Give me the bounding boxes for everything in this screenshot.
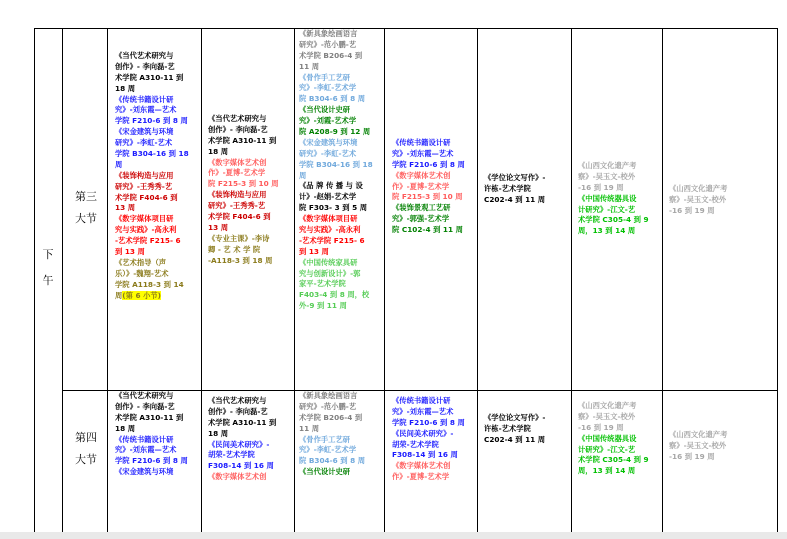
course-line: 院 F215-3 到 10 周 <box>392 192 463 202</box>
course-line: -16 到 19 周 <box>669 451 715 461</box>
course-entry <box>484 413 568 446</box>
course-entry <box>208 158 292 191</box>
course-line: 察》-吴玉文-校外 <box>578 171 636 181</box>
course-entry <box>208 190 292 234</box>
course-line: 《数字媒体项目研 <box>115 214 174 224</box>
course-cell <box>484 173 568 233</box>
course-cell <box>578 161 662 281</box>
course-entry <box>669 184 776 217</box>
course-line: 究》-李虹-艺术学 <box>299 83 357 93</box>
course-line: 《中国传统器具设 <box>578 193 637 203</box>
course-line: 术学院 B206-4 到 <box>299 412 363 422</box>
course-line: F403-4 到 8 周，校 <box>299 290 370 300</box>
session-label-line: 第四 <box>75 431 97 444</box>
course-entry <box>392 396 476 429</box>
course-line: 《艺术指导（声 <box>115 257 167 267</box>
course-line: 创作》- 李向磊-艺 <box>115 61 175 71</box>
course-entry <box>299 29 383 73</box>
course-entry <box>299 181 383 214</box>
course-line: F308-14 到 16 周 <box>392 450 458 460</box>
course-line: 《山西文化遗产考 <box>578 401 637 410</box>
table-right-border <box>777 28 778 532</box>
course-line: 许栋-艺术学院 <box>484 423 531 433</box>
course-line: 周，13 到 14 周 <box>578 466 636 476</box>
course-line: 《当代艺术研究与 <box>115 51 174 60</box>
col-divider-4 <box>294 28 295 532</box>
course-line: 术学院 C305-4 到 9 <box>578 215 649 225</box>
course-line: 11 周 <box>299 61 319 71</box>
course-cell <box>208 396 292 532</box>
session-label-line: 大节 <box>75 212 97 225</box>
col-divider-6 <box>477 28 478 532</box>
course-line: 究》-刘霞-艺术学 <box>299 116 357 126</box>
course-cell <box>669 430 776 490</box>
course-line: 究》-李虹-艺术学 <box>299 445 357 455</box>
course-line: 术学院 A310-11 到 <box>115 72 184 82</box>
course-line: 作》-夏博-艺术学 <box>392 181 450 191</box>
course-line: 《专业主课》-李诗 <box>208 233 270 243</box>
course-line: 《宋金建筑与环境 <box>115 467 174 477</box>
course-line: 13 周 <box>115 203 135 213</box>
afternoon-label <box>38 242 58 294</box>
course-line: 究》-刘东霞—艺术 <box>115 105 177 115</box>
col-divider-2 <box>107 28 108 532</box>
course-entry <box>115 391 199 435</box>
course-entry <box>115 127 199 171</box>
course-line: 家平-艺术学院 <box>299 279 346 289</box>
course-line: 周 <box>299 170 307 180</box>
course-line: 《品 牌 传 播 与 设 <box>299 181 363 191</box>
course-cell <box>392 138 476 388</box>
course-line: 学院 F210-6 到 8 周 <box>392 417 465 427</box>
course-line: 《当代艺术研究与 <box>115 391 174 400</box>
highlight-note: (第 6 小节) <box>122 290 162 300</box>
course-line: 究》-郭强-艺术学 <box>392 214 450 224</box>
course-entry <box>669 430 776 463</box>
afternoon-char: 下 <box>42 248 54 261</box>
course-line: 术学院 A310-11 到 <box>208 135 277 145</box>
course-line: 《当代艺术研究与 <box>208 114 267 123</box>
course-line: 《山西文化遗产考 <box>669 184 728 193</box>
course-line: 学院 F210-6 到 8 周 <box>115 456 188 466</box>
course-line: 术学院 F404-6 到 <box>115 192 178 202</box>
course-line: C202-4 到 11 周 <box>484 194 546 204</box>
course-entry <box>299 435 383 468</box>
course-line: 《传统书籍设计研 <box>115 94 174 104</box>
course-line: 研究》-李虹-艺术 <box>299 148 357 158</box>
course-line: -艺术学院 F215- 6 <box>299 235 365 245</box>
course-line: 《学位论文写作》- <box>484 413 546 422</box>
course-line: 究》-刘东霞—艺术 <box>392 406 454 416</box>
course-entry <box>115 258 199 302</box>
course-line: 院 C102-4 到 11 周 <box>392 225 463 235</box>
course-line: 作》-夏博-艺术学 <box>392 472 450 482</box>
course-entry <box>578 434 662 478</box>
bottom-gray-strip <box>0 532 787 539</box>
course-entry <box>115 51 199 95</box>
course-cell <box>208 114 292 386</box>
course-line: -16 到 19 周 <box>578 422 624 432</box>
course-line: 《传统书籍设计研 <box>392 138 451 147</box>
course-line: 胡荣-艺术学院 <box>208 450 255 460</box>
course-line: 到 13 周 <box>115 247 145 257</box>
course-line: 《当代设计史研 <box>299 467 351 477</box>
course-line: 18 周 <box>208 428 228 438</box>
course-cell <box>484 413 568 473</box>
course-entry <box>115 214 199 258</box>
course-line: 《当代设计史研 <box>299 105 351 115</box>
course-line: 察》-吴玉文-校外 <box>669 440 727 450</box>
course-line: -16 到 19 周 <box>578 182 624 192</box>
course-line: 创作》- 李向磊-艺 <box>115 401 175 411</box>
course-line: 《新具象绘画语言 <box>299 391 358 400</box>
course-cell <box>299 391 383 532</box>
session-label-3 <box>66 186 106 230</box>
course-entry <box>115 435 199 468</box>
course-line: 院 F215-3 到 10 周 <box>208 179 279 189</box>
course-line: 院 B304-6 到 8 周 <box>299 456 366 466</box>
course-line: 《数字媒体艺术创 <box>208 472 267 482</box>
col-divider-8 <box>662 28 663 532</box>
course-line: 18 周 <box>115 423 135 433</box>
course-cell <box>115 51 199 387</box>
course-line: 18 周 <box>115 83 135 93</box>
course-line: 《传统书籍设计研 <box>392 396 451 405</box>
course-line: 《学位论文写作》- <box>484 173 546 182</box>
course-cell <box>299 29 383 389</box>
course-line: 11 周 <box>299 423 319 433</box>
course-line: 胡荣-艺术学院 <box>392 439 439 449</box>
course-cell <box>578 401 662 521</box>
course-line: 院 B304-6 到 8 周 <box>299 94 366 104</box>
course-line: -艺术学院 F215- 6 <box>115 236 181 246</box>
course-line: 《传统书籍设计研 <box>115 434 174 444</box>
course-line: 究与实践》-高永利 <box>299 225 361 235</box>
course-line: 乐）》-魏翔-艺术 <box>115 268 169 278</box>
course-entry <box>208 234 292 267</box>
course-line: 院 A208-9 到 12 周 <box>299 127 371 137</box>
course-line: 《中国传统器具设 <box>578 433 637 443</box>
course-entry <box>115 171 199 215</box>
course-line: -16 到 19 周 <box>669 205 715 215</box>
course-entry <box>392 429 476 462</box>
course-entry <box>299 105 383 138</box>
course-entry <box>392 203 476 236</box>
session-label-line: 第三 <box>75 190 97 203</box>
course-line: 《宋金建筑与环境 <box>299 137 358 147</box>
course-line: 研究》-李虹-艺术 <box>115 138 173 148</box>
course-line: 计》-赵娟-艺术学 <box>299 192 357 202</box>
course-line: 学院 F210-6 到 8 周 <box>392 159 465 169</box>
course-line: 学院 A118-3 到 14 <box>115 279 184 289</box>
course-line: 《新具象绘画语言 <box>299 29 358 38</box>
course-entry <box>578 161 662 194</box>
course-line: 创作》- 李向磊-艺 <box>208 406 268 416</box>
course-line: 卿 - 艺 术 学 院 <box>208 244 261 254</box>
course-line: F308-14 到 16 周 <box>208 461 274 471</box>
course-line: 究与创新设计》-郭 <box>299 268 361 278</box>
col-divider-3 <box>201 28 202 532</box>
course-line: 《山西文化遗产考 <box>669 430 728 439</box>
course-entry <box>299 258 383 312</box>
course-line: 究》-刘东霞—艺术 <box>392 148 454 158</box>
col-divider-7 <box>571 28 572 532</box>
course-line: 《骨作手工艺研 <box>299 72 351 82</box>
course-cell <box>392 396 476 532</box>
course-line: 《装饰景观工艺研 <box>392 203 451 213</box>
course-line: 13 周 <box>208 222 228 232</box>
table-left-border <box>34 28 35 532</box>
course-cell <box>669 184 776 244</box>
course-entry <box>208 396 292 440</box>
course-line: 《当代艺术研究与 <box>208 396 267 405</box>
course-line: 察》-吴玉文-校外 <box>669 194 727 204</box>
course-line: 术学院 B206-4 到 <box>299 50 363 60</box>
course-line: 究》-刘东霞—艺术 <box>115 445 177 455</box>
course-line: 周 <box>115 159 123 169</box>
course-line: 术学院 C305-4 到 9 <box>578 455 649 465</box>
course-entry <box>484 173 568 206</box>
course-line: 周(第 6 小节) <box>115 290 162 300</box>
course-entry <box>208 472 292 483</box>
course-entry <box>299 73 383 106</box>
course-line: 研究》-范小鹏-艺 <box>299 401 357 411</box>
course-line: 术学院 F404-6 到 <box>208 212 271 222</box>
course-line: 《山西文化遗产考 <box>578 161 637 170</box>
course-cell <box>115 391 199 532</box>
course-line: 《装饰构造与应用 <box>115 170 174 180</box>
course-entry <box>578 401 662 434</box>
course-line: 计研究》-江文-艺 <box>578 444 636 454</box>
course-line: 创作》- 李向磊-艺 <box>208 124 268 134</box>
course-entry <box>299 391 383 435</box>
course-line: 计研究》-江文-艺 <box>578 204 636 214</box>
course-entry <box>392 171 476 204</box>
course-line: 学院 F210-6 到 8 周 <box>115 116 188 126</box>
session-label-4 <box>66 427 106 471</box>
course-line: 察》-吴玉文-校外 <box>578 411 636 421</box>
course-line: 术学院 A310-11 到 <box>115 412 184 422</box>
afternoon-char: 午 <box>42 274 54 287</box>
course-line: 到 13 周 <box>299 246 329 256</box>
course-line: 18 周 <box>208 146 228 156</box>
course-line: 院 F303- 3 到 5 周 <box>299 203 367 213</box>
course-entry <box>115 467 199 478</box>
course-entry <box>208 114 292 158</box>
course-line: 《数字媒体艺术创 <box>392 461 451 471</box>
course-line: 外-9 到 11 周 <box>299 301 347 311</box>
course-entry <box>392 138 476 171</box>
course-line: 《民间美术研究》- <box>392 428 454 438</box>
course-line: 《民间美术研究》- <box>208 439 270 449</box>
course-entry <box>578 194 662 238</box>
course-line: 《骨作手工艺研 <box>299 434 351 444</box>
course-line: 研究》-王秀秀-艺 <box>115 181 173 191</box>
course-line: C202-4 到 11 周 <box>484 434 546 444</box>
course-entry <box>299 138 383 182</box>
course-line: 术学院 A310-11 到 <box>208 417 277 427</box>
course-line: 究与实践》-高永利 <box>115 225 177 235</box>
course-entry <box>115 95 199 128</box>
course-line: 《数字媒体项目研 <box>299 214 358 224</box>
course-line: 《装饰构造与应用 <box>208 190 267 200</box>
session-label-line: 大节 <box>75 453 97 466</box>
course-line: 作》-夏博-艺术学 <box>208 168 266 178</box>
course-line: 《宋金建筑与环境 <box>115 127 174 137</box>
course-entry <box>299 467 383 478</box>
course-entry <box>208 440 292 473</box>
course-line: 周，13 到 14 周 <box>578 226 636 236</box>
course-line: 《数字媒体艺术创 <box>392 170 451 180</box>
course-line: 《数字媒体艺术创 <box>208 157 267 167</box>
course-entry <box>299 214 383 258</box>
table-top-border <box>34 28 778 29</box>
course-line: 学院 B304-16 到 18 <box>299 159 373 169</box>
course-line: 研究》-范小鹏-艺 <box>299 39 357 49</box>
course-line: 《中国传统家具研 <box>299 257 358 267</box>
col-divider-1 <box>62 28 63 532</box>
course-line: -A118-3 到 18 周 <box>208 255 273 265</box>
course-line: 学院 B304-16 到 18 <box>115 149 189 159</box>
col-divider-5 <box>384 28 385 532</box>
course-entry <box>392 461 476 483</box>
course-line: 许栋-艺术学院 <box>484 183 531 193</box>
course-line: 研究》-王秀秀-艺 <box>208 201 266 211</box>
